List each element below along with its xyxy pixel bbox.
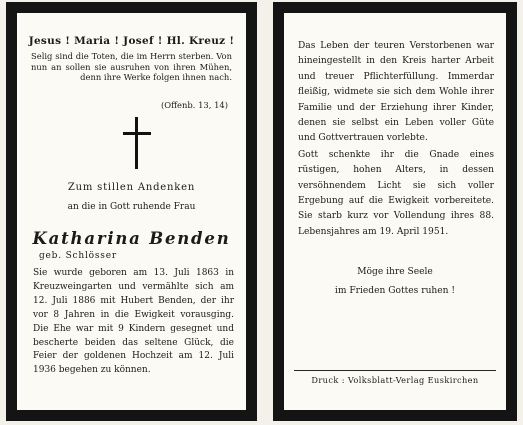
memorial-card-right	[273, 2, 517, 421]
closing-prayer	[284, 263, 506, 301]
deceased-name: Katharina Benden	[32, 229, 231, 248]
tribute-paragraph-2: Gott schenkte ihr die Gnade eines rüstigen, hohen Alters, in dessen versöhnendem Licht sie sich voller Ergebung auf die Ewigkeit vorbereitete. Sie starb kurz vor Vollendung ihres 88. Lebensjahres am 19. April 1951.	[298, 149, 494, 237]
birth-name: geb. Schlösser	[39, 251, 117, 261]
divider	[294, 370, 496, 371]
tribute-paragraph-1: Das Leben der teuren Verstorbenen war hineingestellt in den Kreis harter Arbeit und treuer Pflichterfüllung. Immerdar fleißig, widmete sie sich dem Wohle ihrer Familie und der Erziehung ihrer Kinder, denen sie selbst ein Leben voller Güte und Gottvertrauen vorlebte.	[298, 41, 494, 144]
closing-line-2: im Frieden Gottes ruhen !	[334, 286, 456, 296]
invocation-header: Jesus ! Maria ! Josef ! Hl. Kreuz !	[28, 35, 235, 47]
right-card-content	[284, 13, 506, 410]
tribute-text	[298, 39, 494, 240]
closing-line-1: Möge ihre Seele	[357, 267, 433, 277]
verse-reference: (Offenb. 13, 14)	[160, 100, 228, 110]
memorial-card-left	[6, 2, 257, 421]
biography-text: Sie wurde geboren am 13. Juli 1863 in Kreuzweingarten und vermählte sich am 12. Juli 1886 mit Hubert Benden, der ihr vor 8 Jahren in die Ewigkeit vorausging. Die Ehe war mit 9 Kindern gesegnet und bescherte beiden das seltene Glück, die Feier der goldenen Hochzeit am 12. Juli 1936 begehen zu können.	[33, 268, 234, 376]
memory-subheading: an die in Gott ruhende Frau	[67, 202, 196, 212]
bible-verse: Selig sind die Toten, die im Herrn sterben. Von nun an sollen sie ausruhen von ihren Mühen, denn ihre Werke folgen ihnen nach.	[31, 51, 232, 82]
printer-credit: Druck : Volksblatt-Verlag Euskirchen	[311, 375, 479, 385]
left-card-content	[17, 13, 246, 410]
memory-heading: Zum stillen Andenken	[67, 182, 196, 193]
cross-icon	[123, 117, 151, 169]
